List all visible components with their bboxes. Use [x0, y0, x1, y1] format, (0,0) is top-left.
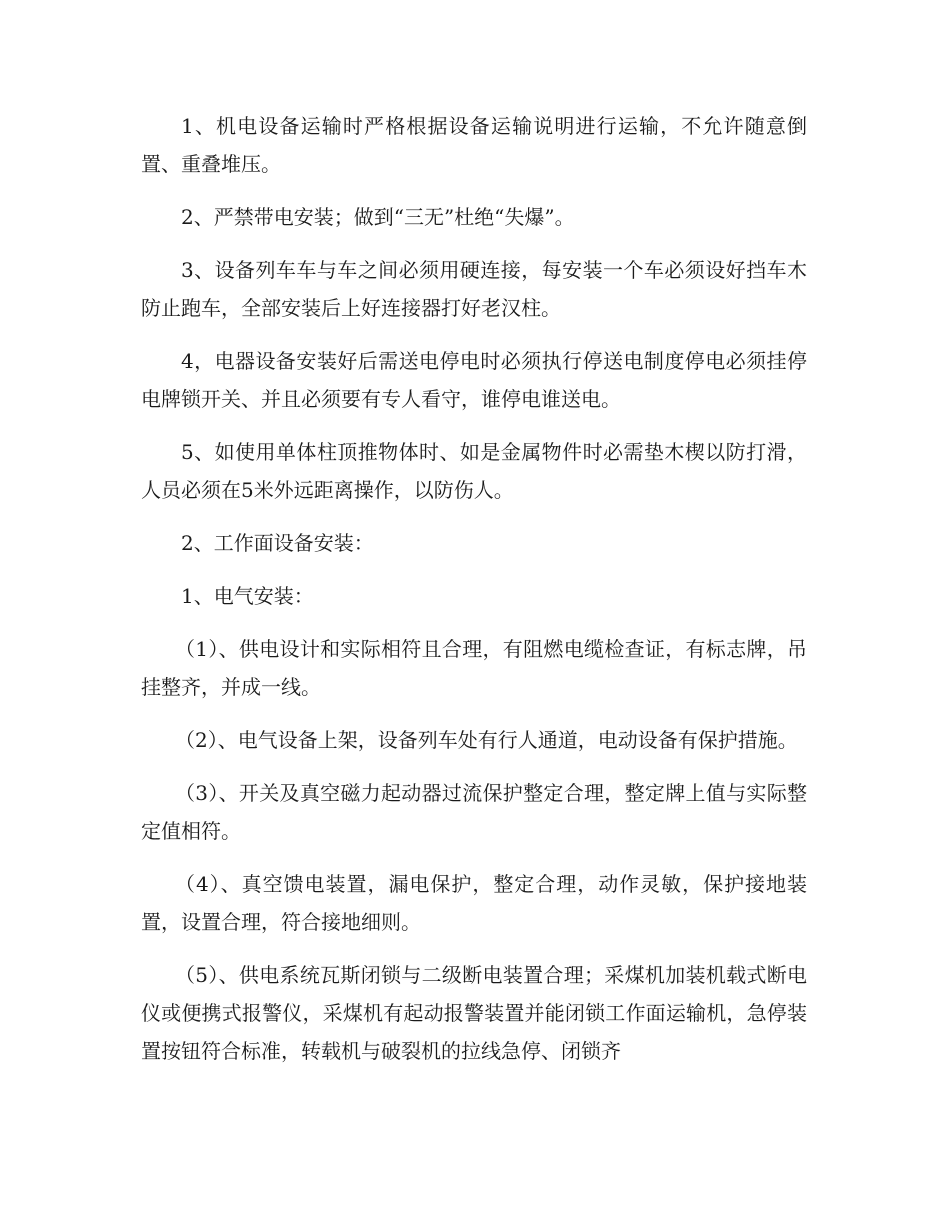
paragraph-power-outage: 4，电器设备安装好后需送电停电时必须执行停送电制度停电必须挂停电牌锁开关、并且必须要有专人看守，谁停电谁送电。 — [141, 349, 807, 411]
list-item-4: （4）、真空馈电装置，漏电保护，整定合理，动作灵敏，保护接地装置，设置合理，符合接地细则。 — [141, 872, 807, 934]
list-item-2: （2）、电气设备上架，设备列车处有行人通道，电动设备有保护措施。 — [175, 728, 798, 752]
section-heading-face-equipment: 2、工作面设备安装： — [181, 531, 374, 555]
list-item-3: （3）、开关及真空磁力起动器过流保护整定合理，整定牌上值与实际整定值相符。 — [141, 781, 807, 843]
list-item-5: （5）、供电系统瓦斯闭锁与二级断电装置合理；采煤机加装机载式断电仪或便携式报警仪，采煤机有起动报警装置并能闭锁工作面运输机，急停装置按钮符合标准，转载机与破裂机的拉线急停、闭锁齐 — [141, 963, 807, 1063]
paragraph-hard-connection: 3、设备列车车与车之间必须用硬连接，每安装一个车必须设好挡车木防止跑车，全部安装后上好连接器打好老汉柱。 — [141, 258, 807, 320]
document-body — [141, 107, 807, 1085]
list-item-1: （1）、供电设计和实际相符且合理，有阻燃电缆检查证，有标志牌，吊挂整齐，并成一线。 — [141, 637, 807, 699]
paragraph-transport-rule: 1、机电设备运输时严格根据设备运输说明进行运输，不允许随意倒置、重叠堆压。 — [141, 114, 807, 176]
subsection-heading-electrical: 1、电气安装： — [181, 584, 314, 608]
paragraph-single-prop: 5、如使用单体柱顶推物体时、如是金属物件时必需垫木楔以防打滑，人员必须在5米外远距离操作，以防伤人。 — [141, 440, 807, 502]
paragraph-no-live-install: 2、严禁带电安装；做到“三无”杜绝“失爆”。 — [181, 205, 575, 229]
